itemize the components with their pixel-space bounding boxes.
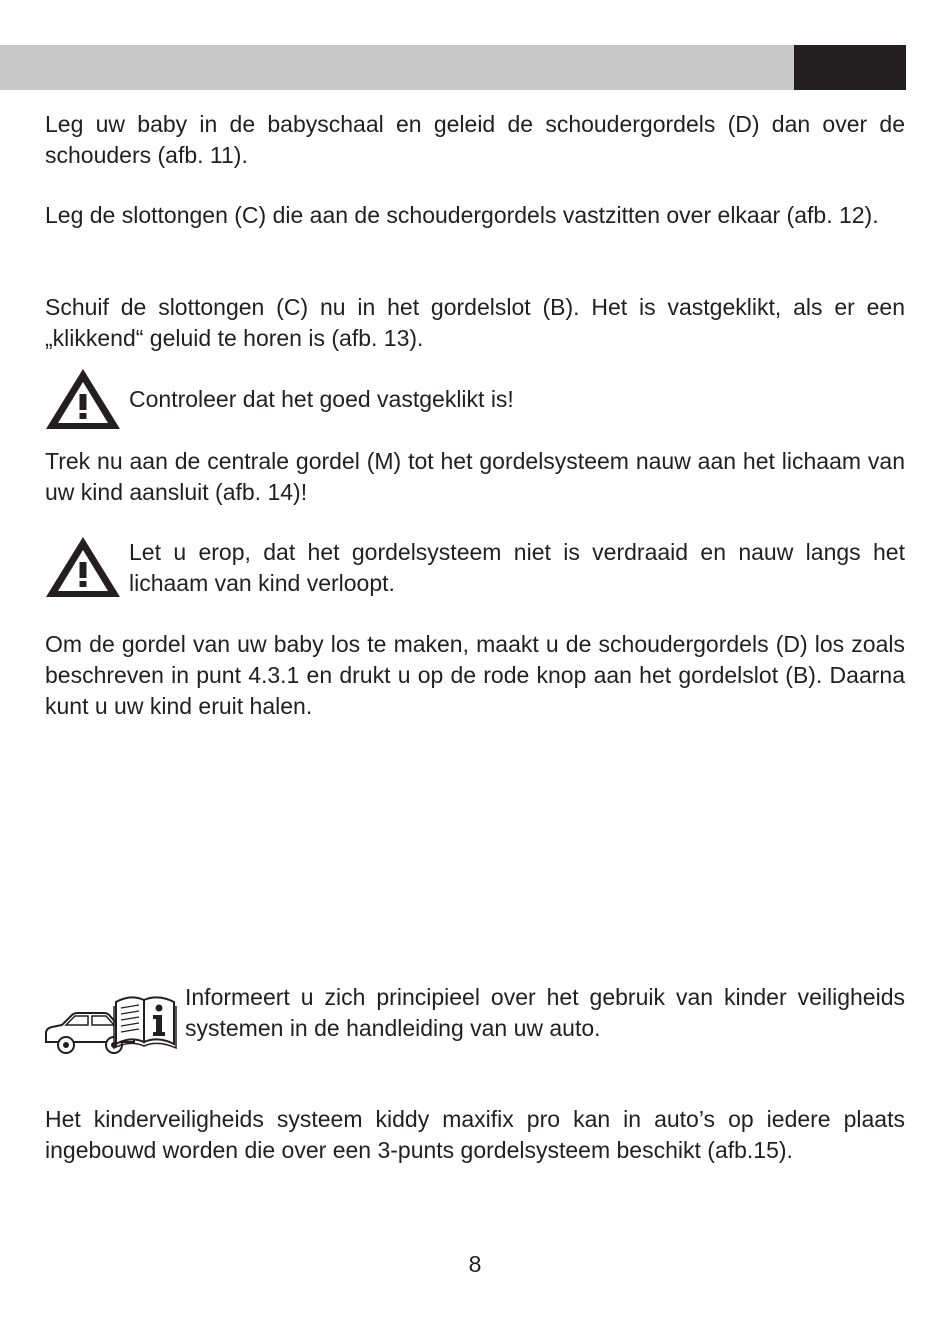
header-block <box>794 45 906 90</box>
warning-icon <box>44 535 122 599</box>
info-text: Informeert u zich principieel over het gebruik van kinder veiligheids systemen in de handleiding van uw auto. <box>185 984 905 1041</box>
car-manual-icon <box>44 992 178 1058</box>
paragraph-1: Leg uw baby in de babyschaal en geleid de schoudergordels (D) dan over de schouders (afb. 11). <box>45 111 905 168</box>
paragraph-5: Om de gordel van uw baby los te maken, maakt u de schoudergordels (D) los zoals beschreven in punt 4.3.1 en drukt u op de rode knop aan het gordelslot (B). Daarna kunt u uw kind eruit halen. <box>45 631 905 719</box>
warning-icon <box>44 367 122 431</box>
header-bar <box>0 45 906 90</box>
warning-text-1: Controleer dat het goed vastgeklikt is! <box>129 386 514 412</box>
paragraph-3: Schuif de slottongen (C) nu in het gordelslot (B). Het is vastgeklikt, als er een „klikkend“ geluid te horen is (afb. 13). <box>45 294 905 351</box>
paragraph-4: Trek nu aan de centrale gordel (M) tot het gordelsysteem nauw aan het lichaam van uw kind aansluit (afb. 14)! <box>45 448 905 505</box>
warning-text-2: Let u erop, dat het gordelsysteem niet is verdraaid en nauw langs het lichaam van kind verloopt. <box>129 539 905 596</box>
paragraph-6: Het kinderveiligheids systeem kiddy maxifix pro kan in auto’s op iedere plaats ingebouwd worden die over een 3-punts gordelsysteem beschikt (afb.15). <box>45 1106 905 1163</box>
paragraph-2: Leg de slottongen (C) die aan de schoudergordels vastzitten over elkaar (afb. 12). <box>45 202 879 228</box>
page-number: 8 <box>468 1251 482 1277</box>
